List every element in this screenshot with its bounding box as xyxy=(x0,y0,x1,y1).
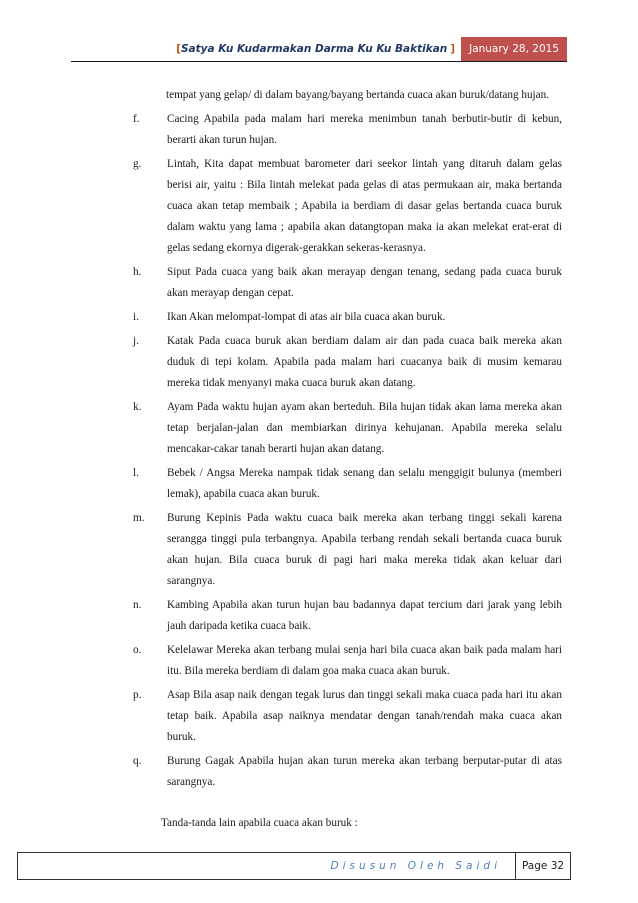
list-item-text: Lintah, Kita dapat membuat barometer dari seekor lintah yang ditaruh dalam gelas berisi air, yaitu : Bila lintah melekat pada gelas di atas permukaan air, maka bertanda cuaca akan tetap membaik ; Apabila ia berdiam di dasar gelas bertanda cuaca buruk dalam waktu yang lama ; apabila akan datangtopan maka ia akan melekat erat-erat di gelas sedang ekornya digerak-gerakkan sekeras-kerasnya. xyxy=(167,158,562,254)
list-item xyxy=(132,685,562,748)
list-item xyxy=(132,397,562,460)
list-item-text: Cacing Apabila pada malam hari mereka menimbun tanah berbutir-butir di kebun, berarti akan turun hujan. xyxy=(167,113,562,146)
header-title: Satya Ku Kudarmakan Darma Ku Ku Baktikan xyxy=(181,43,448,55)
list-item-label: h. xyxy=(133,266,142,278)
list-item xyxy=(132,463,562,505)
list-item-label: n. xyxy=(133,599,142,611)
list-item xyxy=(132,751,562,793)
list-item-text: Katak Pada cuaca buruk akan berdiam dalam air dan pada cuaca baik mereka akan duduk di tepi kolam. Apabila pada malam hari cuacanya baik di musim kemarau mereka tidak menyanyi maka cuaca buruk akan datang. xyxy=(167,335,562,389)
header-rule xyxy=(71,61,567,62)
list-item xyxy=(132,508,562,592)
list-item-text: Kambing Apabila akan turun hujan bau badannya dapat tercium dari jarak yang lebih jauh daripada ketika cuaca baik. xyxy=(167,599,562,632)
list-item-label: k. xyxy=(133,401,142,413)
footer-author: Disusun Oleh Saidi xyxy=(330,860,501,872)
list-item-label: g. xyxy=(133,158,142,170)
header-date: January 28, 2015 xyxy=(461,37,567,61)
list-item-text: Burung Kepinis Pada waktu cuaca baik mereka akan terbang tinggi sekali karena serangga tinggi pula terbangnya. Apabila terbang rendah sekali bertanda cuaca buruk akan hujan. Bila cuaca buruk di pagi hari maka mereka tidak akan keluar dari sarangnya. xyxy=(167,512,562,587)
list-item-text: Bebek / Angsa Mereka nampak tidak senang dan selalu menggigit bulunya (memberi lemak), apabila cuaca akan buruk. xyxy=(167,467,562,500)
header-bracket-close: ] xyxy=(450,43,456,55)
list-item-label: l. xyxy=(133,467,139,479)
header-bracket-open: [ xyxy=(176,43,181,55)
header-title-box xyxy=(170,37,461,61)
list-item-label: o. xyxy=(133,644,142,656)
list-item-text: Kelelawar Mereka akan terbang mulai senja hari bila cuaca akan baik pada malam hari itu. Bila mereka berdiam di dalam goa maka cuaca akan buruk. xyxy=(167,644,562,677)
page-header xyxy=(170,37,567,61)
list-item-label: q. xyxy=(133,755,142,767)
list-item xyxy=(132,331,562,394)
page-footer xyxy=(17,852,571,880)
list-item xyxy=(132,640,562,682)
list-item xyxy=(132,595,562,637)
list-item-text: Ayam Pada waktu hujan ayam akan berteduh. Bila hujan tidak akan lama mereka akan tetap berjalan-jalan dan membiarkan dirinya kehujanan. Apabila mereka selalu mencakar-cakar tanah berarti hujan akan datang. xyxy=(167,401,562,455)
page-body xyxy=(132,85,562,845)
list-item-label: j. xyxy=(133,335,139,347)
intro-paragraph: tempat yang gelap/ di dalam bayang/bayang bertanda cuaca akan buruk/datang hujan. xyxy=(166,89,550,101)
closing-line: Tanda-tanda lain apabila cuaca akan buruk : xyxy=(161,817,358,829)
list-item xyxy=(132,109,562,151)
list-item-text: Burung Gagak Apabila hujan akan turun mereka akan terbang berputar-putar di atas sarangnya. xyxy=(167,755,562,788)
list-item xyxy=(132,262,562,304)
list-item-text: Ikan Akan melompat-lompat di atas air bila cuaca akan buruk. xyxy=(167,311,446,323)
list-item-text: Asap Bila asap naik dengan tegak lurus dan tinggi sekali maka cuaca pada hari itu akan tetap baik. Apabila asap naiknya mendatar dengan tanah/rendah maka cuaca akan buruk. xyxy=(167,689,562,743)
list-item-label: p. xyxy=(133,689,142,701)
list-item-label: m. xyxy=(133,512,145,524)
list-item xyxy=(132,307,562,328)
footer-page-number: Page 32 xyxy=(515,853,570,879)
list-item-text: Siput Pada cuaca yang baik akan merayap dengan tenang, sedang pada cuaca buruk akan merayap dengan cepat. xyxy=(167,266,562,299)
list-item-label: i. xyxy=(133,311,139,323)
list-item xyxy=(132,154,562,259)
list-item-label: f. xyxy=(133,113,140,125)
